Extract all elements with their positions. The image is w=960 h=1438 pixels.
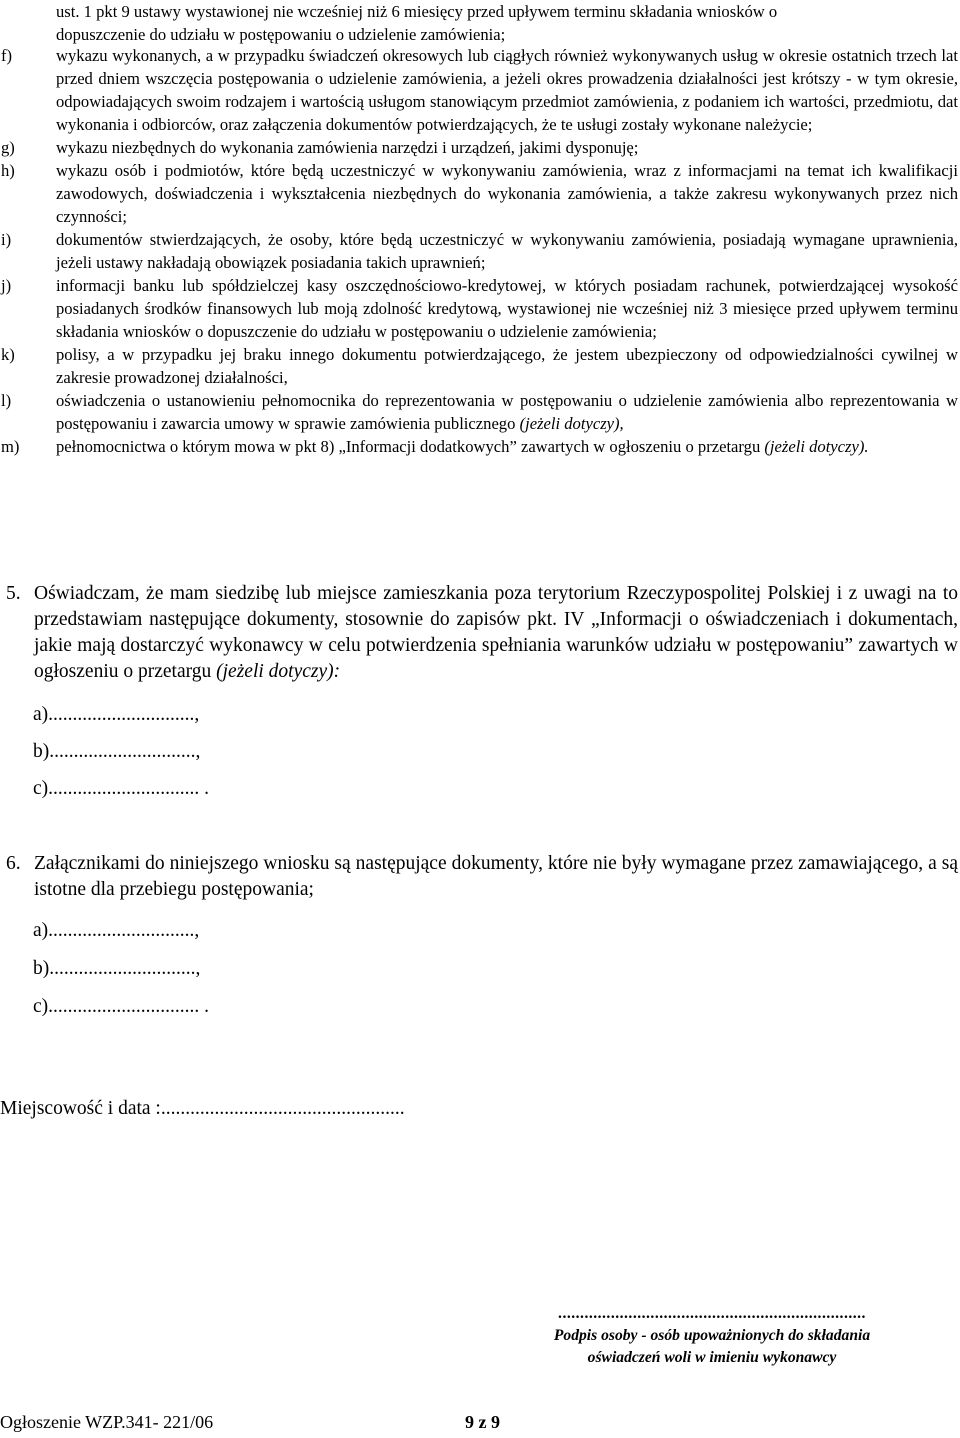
documents-list xyxy=(0,44,960,458)
list-item-k xyxy=(0,343,960,389)
list-item-l xyxy=(0,389,960,435)
footer-reference: Ogłoszenie WZP.341- 221/06 xyxy=(0,1412,214,1432)
continuation-line-1: ust. 1 pkt 9 ustawy wystawionej nie wcześniej niż 6 miesięcy przed upływem terminu składania wniosków o xyxy=(56,2,778,21)
list-letter: k) xyxy=(1,345,15,364)
section-number: 6. xyxy=(6,853,21,874)
list-text-italic: (jeżeli dotyczy), xyxy=(519,414,624,433)
signature-line-1: Podpis osoby - osób upoważnionych do składania xyxy=(553,1327,871,1344)
list-text: polisy, a w przypadku jej braku innego dokumentu potwierdzającego, że jestem ubezpieczony od odpowiedzialności cywilnej w zakresie prowadzonej działalności, xyxy=(56,345,958,387)
list-text: pełnomocnictwa o którym mowa w pkt 8) „Informacji dodatkowych” zawartych w ogłoszeniu o przetargu xyxy=(56,437,765,456)
list-letter: h) xyxy=(1,161,15,180)
section-text-wrap xyxy=(34,581,958,685)
page-footer xyxy=(0,1410,560,1434)
section-text: Oświadczam, że mam siedzibę lub miejsce zamieszkania poza terytorium Rzeczypospolitej Polskiej i z uwagi na to przedstawiam następujące dokumenty, stosownie do zapisów pkt. IV „Informacji o oświadczeniach i dokumentach, jakie mają dostarczyć wykonawcy w celu potwierdzenia spełniania warunków udziału w postępowaniu” zawartych w ogłoszeniu o przetargu xyxy=(34,583,958,682)
list-text: dokumentów stwierdzających, że osoby, które będą uczestniczyć w wykonywaniu zamówienia, posiadają wymagane uprawnienia, jeżeli ustawy nakładają obowiązek posiadania takich uprawnień; xyxy=(56,230,958,272)
section-5-line-c: c)............................... . xyxy=(33,778,210,799)
signature-dots: ...................................................................... xyxy=(558,1305,866,1322)
section-text: Załącznikami do niniejszego wniosku są następujące dokumenty, które nie były wymagane przez zamawiającego, a są istotne dla przebiegu postępowania; xyxy=(34,853,958,900)
section-6 xyxy=(6,851,958,903)
list-text-wrap xyxy=(56,435,958,458)
list-text: wykazu osób i podmiotów, które będą uczestniczyć w wykonywaniu zamówienia, wraz z informacjami na temat ich kwalifikacji zawodowych, doświadczenia i wykształcenia niezbędnych do wykonania zamówienia, a także zakresu wykonywanych przez nich czynności; xyxy=(56,161,958,226)
list-item-g xyxy=(0,136,960,159)
section-text-italic: (jeżeli dotyczy): xyxy=(216,661,341,682)
section-5-line-b: b).............................., xyxy=(33,741,201,762)
list-text: informacji banku lub spółdzielczej kasy oszczędnościowo-kredytowej, w których posiadam rachunek, potwierdzającej wysokość posiadanych środków finansowych lub moją zdolność kredytową, wystawionej nie wcześniej niż 3 miesięce przed upływem terminu składania wniosków o dopuszczenie do udziału w postępowaniu o udzielenie zamówienia; xyxy=(56,276,958,341)
section-5-line-a: a).............................., xyxy=(33,704,200,725)
page-number: 9 z 9 xyxy=(465,1412,500,1432)
list-letter: i) xyxy=(1,230,12,249)
signature-line-2: oświadczeń woli w imieniu wykonawcy xyxy=(587,1349,837,1366)
continuation-text xyxy=(56,0,958,46)
list-text-italic: (jeżeli dotyczy). xyxy=(764,437,869,456)
section-5 xyxy=(6,581,958,685)
list-letter: g) xyxy=(1,138,15,157)
list-item-m xyxy=(0,435,960,458)
list-text: wykazu wykonanych, a w przypadku świadczeń okresowych lub ciągłych również wykonywanych usług w okresie ostatnich trzech lat przed dniem wszczęcia postępowania o udzielenie zamówienia, a jeżeli okres prowadzenia działalności jest krótszy - w tym okresie, odpowiadających swoim rodzajem i wartością usługom stanowiącym przedmiot zamówienia, z podaniem ich wartości, przedmiotu, dat wykonania i odbiorców, oraz załączenia dokumentów potwierdzających, że te usługi zostały wykonane należycie; xyxy=(56,46,958,134)
list-text-wrap xyxy=(56,389,958,435)
continuation-line-2: dopuszczenie do udziału w postępowaniu o udzielenie zamówienia; xyxy=(56,25,506,44)
list-item-j xyxy=(0,274,960,343)
section-number: 5. xyxy=(6,583,21,604)
section-6-line-a: a).............................., xyxy=(33,920,200,941)
list-letter: l) xyxy=(1,391,12,410)
list-letter: f) xyxy=(1,46,13,65)
list-letter: j) xyxy=(1,276,12,295)
list-letter: m) xyxy=(1,437,20,456)
section-6-line-c: c)............................... . xyxy=(33,996,210,1017)
list-item-h xyxy=(0,159,960,228)
list-item-f xyxy=(0,44,960,136)
place-and-date: Miejscowość i data :.................................................. xyxy=(0,1098,405,1119)
section-6-line-b: b).............................., xyxy=(33,958,201,979)
list-text: oświadczenia o ustanowieniu pełnomocnika do reprezentowania w postępowaniu o udzielenie zamówienia albo reprezentowania w postępowaniu i zawarcia umowy w sprawie zamówienia publicznego xyxy=(56,391,958,433)
signature-block xyxy=(510,1303,914,1369)
list-item-i xyxy=(0,228,960,274)
list-text: wykazu niezbędnych do wykonania zamówienia narzędzi i urządzeń, jakimi dysponuję; xyxy=(56,138,639,157)
